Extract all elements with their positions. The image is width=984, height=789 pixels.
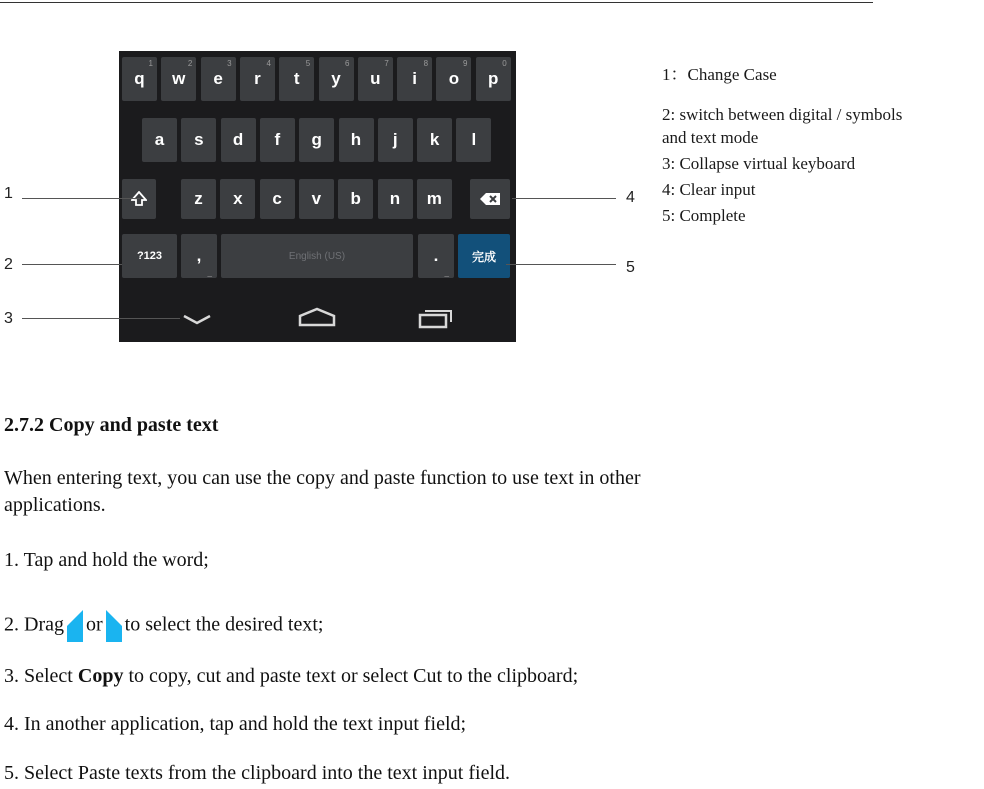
key-l[interactable]: l [456,118,491,162]
key-q[interactable]: q 1 [122,57,157,101]
legend-item-4: 4: Clear input [662,180,756,199]
comma-key[interactable]: , _ [181,234,217,278]
key-h[interactable]: h [339,118,374,162]
key-x[interactable]: x [220,179,255,219]
key-t[interactable]: t 5 [279,57,314,101]
right-selection-handle-icon [106,610,122,642]
virtual-keyboard-image [119,51,516,342]
period-key[interactable]: . _ [418,234,454,278]
shift-key[interactable] [122,179,156,219]
step-3: 3. Select Copy to copy, cut and paste text or select Cut to the clipboard; [4,665,579,687]
key-o[interactable]: o 9 [436,57,471,101]
key-m[interactable]: m [417,179,452,219]
key-g[interactable]: g [299,118,334,162]
callout-line-3 [22,318,180,319]
section-heading: 2.7.2 Copy and paste text [4,414,219,436]
legend-item-2-cont: and text mode [662,128,759,147]
home-icon[interactable] [297,306,337,328]
top-rule [0,2,873,3]
legend-item-1: 1：Change Case [662,65,777,84]
key-w[interactable]: w 2 [161,57,196,101]
step-5: 5. Select Paste texts from the clipboard into the text input field. [4,762,510,784]
copy-term: Copy [77,665,124,687]
keyboard-legend [662,62,902,229]
backspace-icon [479,192,501,206]
key-p[interactable]: p 0 [476,57,511,101]
shift-arrow-icon [131,191,147,207]
collapse-chevron-icon[interactable] [181,313,213,327]
callout-number-3: 3 [4,310,13,327]
space-key[interactable]: English (US) [221,234,413,278]
legend-item-3: 3: Collapse virtual keyboard [662,154,856,173]
key-j[interactable]: j [378,118,413,162]
step-2: 2. Drag or to select the desired text; [4,610,323,642]
step-1: 1. Tap and hold the word; [4,549,209,571]
intro-line-2: applications. [4,494,106,516]
key-n[interactable]: n [378,179,413,219]
key-v[interactable]: v [299,179,334,219]
callout-number-4: 4 [626,189,635,206]
legend-item-2: 2: switch between digital / symbols [662,105,903,124]
key-y[interactable]: y 6 [319,57,354,101]
symbols-key[interactable]: ?123 [122,234,177,278]
intro-line-1: When entering text, you can use the copy and paste function to use text in other [4,467,641,489]
key-c[interactable]: c [260,179,295,219]
key-z[interactable]: z [181,179,216,219]
key-k[interactable]: k [417,118,452,162]
callout-line-1 [22,198,140,199]
legend-item-5: 5: Complete [662,206,746,225]
recents-icon[interactable] [417,309,453,329]
key-a[interactable]: a [142,118,177,162]
key-i[interactable]: i 8 [397,57,432,101]
step-4: 4. In another application, tap and hold the text input field; [4,713,467,735]
key-b[interactable]: b [338,179,373,219]
delete-key[interactable] [470,179,510,219]
callout-number-1: 1 [4,185,13,202]
callout-line-2 [22,264,122,265]
callout-number-2: 2 [4,256,13,273]
key-e[interactable]: e 3 [201,57,236,101]
left-selection-handle-icon [67,610,83,642]
key-f[interactable]: f [260,118,295,162]
key-d[interactable]: d [221,118,256,162]
key-r[interactable]: r 4 [240,57,275,101]
done-key[interactable]: 完成 [458,234,510,278]
callout-line-5 [506,264,616,265]
callout-line-4 [512,198,616,199]
key-s[interactable]: s [181,118,216,162]
key-u[interactable]: u 7 [358,57,393,101]
callout-number-5: 5 [626,259,635,276]
